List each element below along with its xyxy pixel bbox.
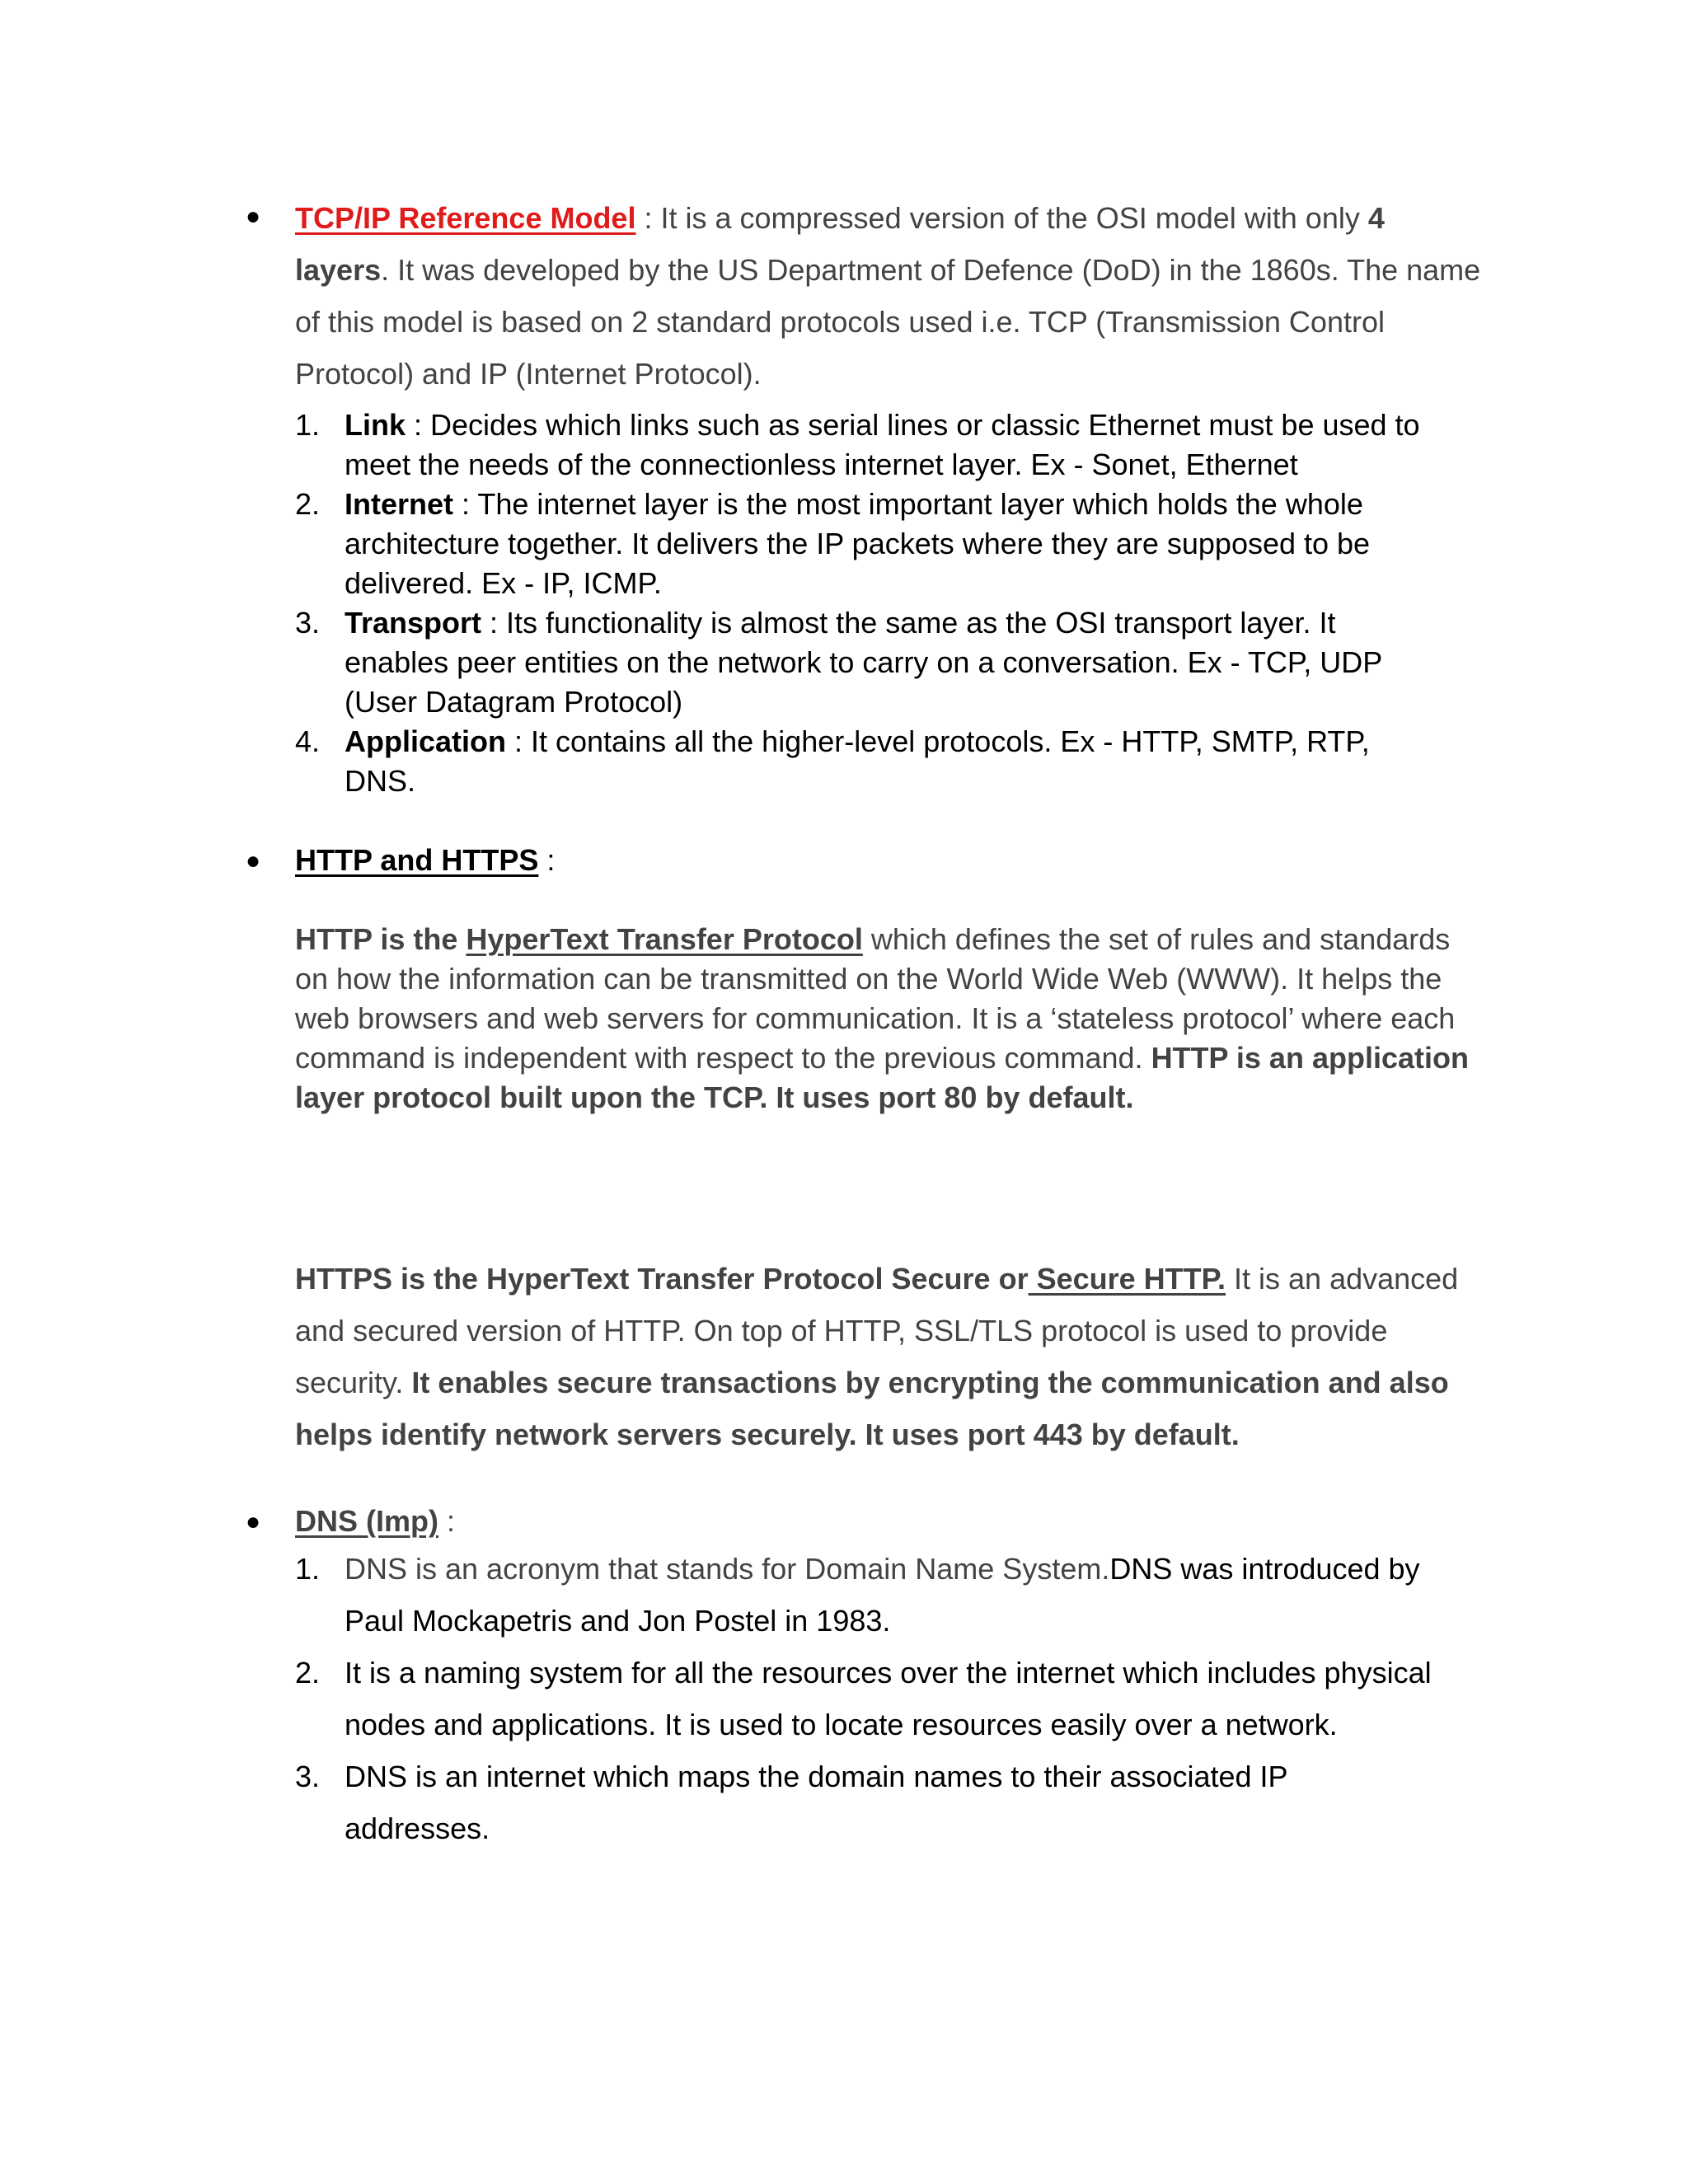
https-paragraph (295, 1253, 1482, 1460)
dns-item1-black: DNS was introduced by Paul Mockapetris and Jon Postel in 1983. (345, 1552, 1420, 1638)
http-title-suffix: : (538, 843, 556, 877)
layer-term: Application (345, 724, 506, 758)
list-item (295, 1543, 1432, 1647)
list-item (295, 1750, 1432, 1854)
dns-title-suffix: : (438, 1504, 456, 1538)
tcp-ip-title-link[interactable]: TCP/IP Reference Model (295, 201, 636, 235)
dns-item-text: DNS is an internet which maps the domain names to their associated IP addresses. (345, 1760, 1287, 1845)
http-definition-link[interactable]: HyperText Transfer Protocol (466, 922, 863, 956)
list-number: 1. (295, 1552, 321, 1586)
https-p2-bold: HTTPS is the HyperText Transfer Protocol Secure or (295, 1262, 1029, 1296)
dns-list (295, 1543, 1432, 1854)
dns-heading (295, 1502, 1482, 1541)
layer-description: : Decides which links such as serial lines or classic Ethernet must be used to meet the needs of the connectionless internet layer. Ex - Sonet, Ethernet (345, 408, 1420, 481)
dns-item-text: It is a naming system for all the resources over the internet which includes physical nodes and applications. It is used to locate resources easily over a network. (345, 1656, 1432, 1741)
layer-term: Internet (345, 487, 454, 521)
tcp-ip-intro (295, 192, 1482, 400)
list-number: 3. (295, 1760, 321, 1793)
list-item (295, 722, 1432, 801)
layer-description: : The internet layer is the most important layer which holds the whole architecture together. It delivers the IP packets where they are supposed to be delivered. Ex - IP, ICMP. (345, 487, 1371, 600)
tcp-ip-intro-bold: 4 layers (295, 201, 1385, 287)
list-item (295, 405, 1432, 485)
https-p2-bold-end: It enables secure transactions by encrypting the communication and also helps identify network servers securely. It uses port 443 by default. (295, 1366, 1449, 1451)
list-number: 3. (295, 606, 321, 640)
list-number: 4. (295, 724, 321, 758)
layer-term: Transport (345, 606, 482, 640)
layer-description: : It contains all the higher-level protocols. Ex - HTTP, SMTP, RTP, DNS. (345, 724, 1370, 798)
list-number: 2. (295, 1656, 321, 1690)
list-item (295, 485, 1432, 603)
layer-term: Link (345, 408, 406, 442)
https-p2-text: It is an advanced and secured version of HTTP. On top of HTTP, SSL/TLS protocol is used to provide security. (295, 1262, 1459, 1399)
layer-description: : Its functionality is almost the same as the OSI transport layer. It enables peer entities on the network to carry on a conversation. Ex - TCP, UDP (User Datagram Protocol) (345, 606, 1382, 719)
bullet-icon: ● (246, 203, 261, 230)
dns-item1-gray: DNS is an acronym that stands for Domain Name System. (345, 1552, 1110, 1586)
tcp-ip-intro-post: . It was developed by the US Department of Defence (DoD) in the 1860s. The name of this model is based on 2 standard protocols used i.e. TCP (Transmission Control Protocol) and IP (Internet Protocol). (295, 253, 1481, 391)
http-paragraph (295, 920, 1482, 1118)
http-heading (295, 841, 1482, 880)
secure-http-link[interactable]: Secure HTTP. (1028, 1262, 1226, 1296)
list-item (295, 603, 1432, 722)
list-number: 2. (295, 487, 321, 521)
tcp-ip-intro-pre: : It is a compressed version of the OSI model with only (635, 201, 1368, 235)
http-title-link[interactable]: HTTP and HTTPS (295, 843, 539, 877)
dns-title-link[interactable]: DNS (Imp) (295, 1504, 438, 1538)
http-p1-bold-end: HTTP is an application layer protocol built upon the TCP. It uses port 80 by default. (295, 1041, 1469, 1114)
http-p1-bold: HTTP is the (295, 922, 467, 956)
list-number: 1. (295, 408, 321, 442)
http-p1-text: which defines the set of rules and standards on how the information can be transmitted on the World Wide Web (WWW). It helps the web browsers and web servers for communication. It is a ‘stateless protocol’ where each command is independent with respect to the previous command. (295, 922, 1456, 1075)
bullet-icon: ● (246, 847, 261, 874)
list-item (295, 1647, 1432, 1750)
bullet-icon: ● (246, 1508, 261, 1535)
tcp-ip-layer-list (295, 405, 1432, 801)
